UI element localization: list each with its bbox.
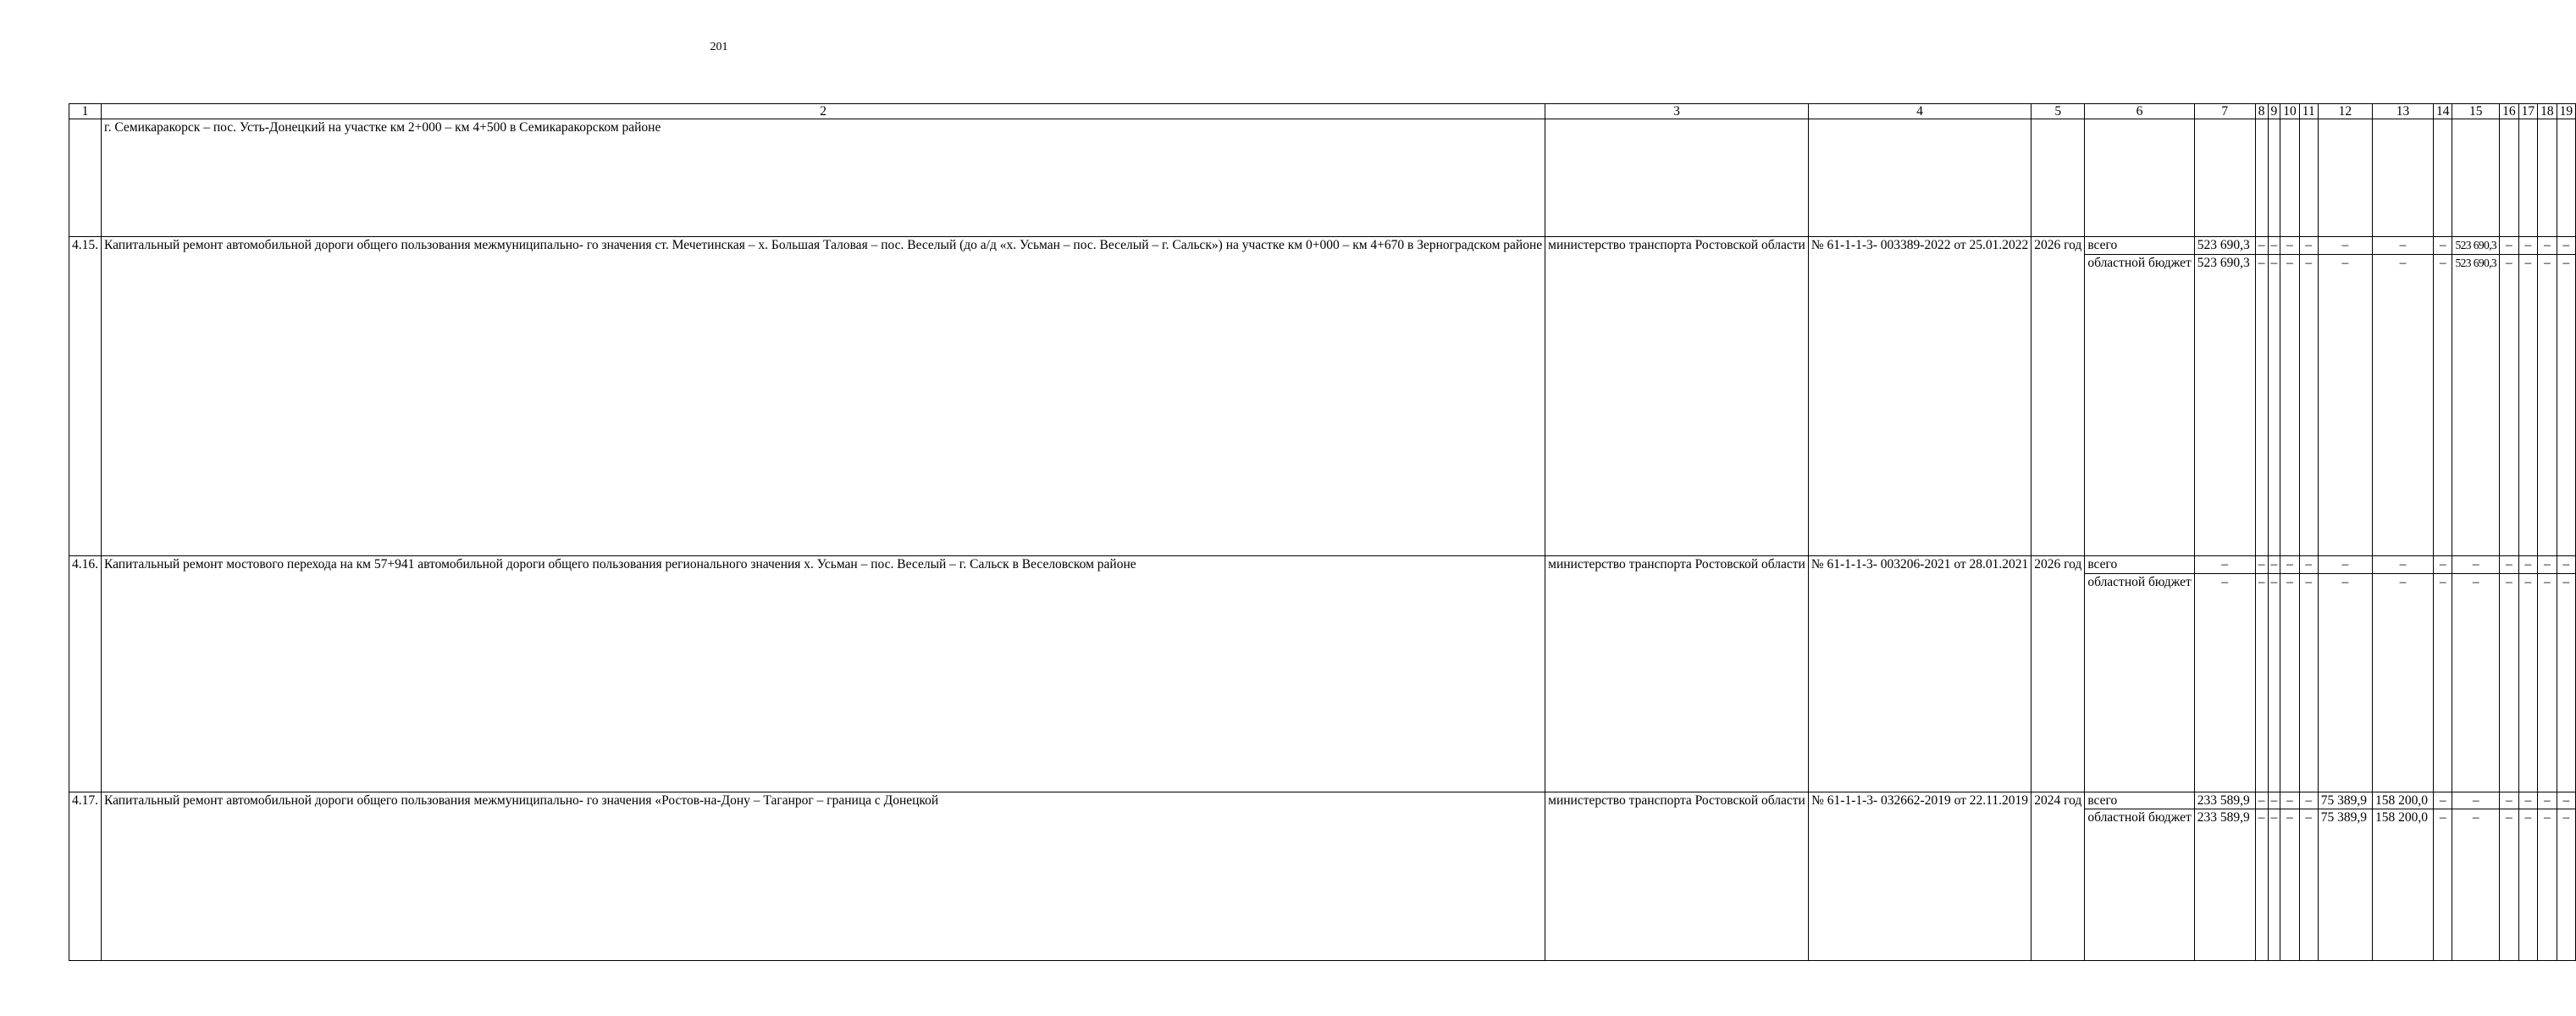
empty-cell bbox=[1545, 119, 1809, 237]
column-number: 16 bbox=[2500, 104, 2519, 119]
amount-cell: – bbox=[2299, 254, 2318, 555]
amount-cell: – bbox=[2299, 573, 2318, 792]
amount-cell: – bbox=[2500, 254, 2519, 555]
column-number-row bbox=[69, 104, 2576, 119]
amount-cell: – bbox=[2299, 792, 2318, 809]
amount-cell: – bbox=[2518, 555, 2538, 573]
table-body bbox=[69, 104, 2576, 961]
year: 2026 год bbox=[2032, 555, 2085, 792]
amount-cell: – bbox=[2299, 555, 2318, 573]
column-number: 10 bbox=[2280, 104, 2300, 119]
amount-cell: – bbox=[2557, 254, 2576, 555]
amount-cell: – bbox=[2500, 809, 2519, 961]
empty-cell bbox=[2518, 119, 2538, 237]
empty-cell bbox=[2194, 119, 2255, 237]
empty-cell bbox=[2318, 119, 2372, 237]
amount-cell: 158 200,0 bbox=[2372, 792, 2433, 809]
amount-cell: – bbox=[2318, 254, 2372, 555]
empty-cell bbox=[2280, 119, 2300, 237]
amount-cell: – bbox=[2557, 237, 2576, 255]
amount-cell: 233 589,9 bbox=[2194, 809, 2255, 961]
amount-cell: – bbox=[2452, 573, 2500, 792]
amount-cell: – bbox=[2557, 792, 2576, 809]
column-number: 6 bbox=[2085, 104, 2194, 119]
amount-cell: 523 690,3 bbox=[2194, 254, 2255, 555]
empty-cell bbox=[2255, 119, 2268, 237]
amount-cell: – bbox=[2372, 573, 2433, 792]
document-number: № 61-1-1-3- 003389-2022 от 25.01.2022 bbox=[1808, 237, 2031, 556]
amount-cell: – bbox=[2518, 809, 2538, 961]
amount-cell: – bbox=[2557, 809, 2576, 961]
amount-cell: – bbox=[2299, 237, 2318, 255]
item-number: 4.16. bbox=[69, 555, 102, 792]
amount-cell: – bbox=[2500, 792, 2519, 809]
object-name: Капитальный ремонт автомобильной дороги общего пользования межмуниципально- го значения ст. Мечетинская – х. Большая Таловая – пос. Веселый (до а/д «х. Усьман – пос. Веселый – г. Сальск») на участке км 0+000 – км 4+670 в Зерноградском районе bbox=[102, 237, 1545, 556]
document-number: № 61-1-1-3- 032662-2019 от 22.11.2019 bbox=[1808, 792, 2031, 961]
column-number: 17 bbox=[2518, 104, 2538, 119]
empty-cell bbox=[2557, 119, 2576, 237]
amount-cell: 523 690,3 bbox=[2452, 254, 2500, 555]
amount-cell: – bbox=[2268, 792, 2280, 809]
amount-cell: 233 589,9 bbox=[2194, 792, 2255, 809]
column-number: 18 bbox=[2538, 104, 2557, 119]
amount-cell: – bbox=[2372, 555, 2433, 573]
amount-cell: – bbox=[2433, 237, 2452, 255]
object-name: г. Семикаракорск – пос. Усть-Донецкий на участке км 2+000 – км 4+500 в Семикаракорском районе bbox=[102, 119, 1545, 237]
item-number: 4.17. bbox=[69, 792, 102, 961]
amount-cell: – bbox=[2500, 237, 2519, 255]
funding-source: областной бюджет bbox=[2085, 254, 2194, 555]
column-number: 4 bbox=[1808, 104, 2031, 119]
amount-cell: – bbox=[2452, 809, 2500, 961]
empty-cell bbox=[2032, 119, 2085, 237]
object-name: Капитальный ремонт автомобильной дороги общего пользования межмуниципально- го значения «Ростов-на-Дону – Таганрог – граница с Донецкой bbox=[102, 792, 1545, 961]
empty-cell bbox=[2268, 119, 2280, 237]
amount-cell: – bbox=[2299, 809, 2318, 961]
column-number: 9 bbox=[2268, 104, 2280, 119]
empty-cell bbox=[2085, 119, 2194, 237]
funding-source: всего bbox=[2085, 555, 2194, 573]
amount-cell: – bbox=[2268, 809, 2280, 961]
amount-cell: – bbox=[2268, 237, 2280, 255]
amount-cell: – bbox=[2280, 573, 2300, 792]
amount-cell: – bbox=[2518, 792, 2538, 809]
object-name: Капитальный ремонт мостового перехода на км 57+941 автомобильной дороги общего пользования регионального значения х. Усьман – пос. Веселый – г. Сальск в Веселовском районе bbox=[102, 555, 1545, 792]
amount-cell: – bbox=[2433, 254, 2452, 555]
executor: министерство транспорта Ростовской области bbox=[1545, 555, 1809, 792]
amount-cell: – bbox=[2433, 555, 2452, 573]
item-number bbox=[69, 119, 102, 237]
funding-source: областной бюджет bbox=[2085, 573, 2194, 792]
amount-cell: – bbox=[2255, 555, 2268, 573]
amount-cell: – bbox=[2255, 573, 2268, 792]
amount-cell: – bbox=[2452, 555, 2500, 573]
amount-cell: – bbox=[2194, 555, 2255, 573]
amount-cell: – bbox=[2557, 573, 2576, 792]
column-number: 13 bbox=[2372, 104, 2433, 119]
amount-cell: – bbox=[2433, 809, 2452, 961]
amount-cell: – bbox=[2280, 254, 2300, 555]
empty-cell bbox=[2299, 119, 2318, 237]
empty-cell bbox=[2433, 119, 2452, 237]
page-number: 201 bbox=[710, 41, 728, 53]
year: 2026 год bbox=[2032, 237, 2085, 556]
column-number: 12 bbox=[2318, 104, 2372, 119]
year: 2024 год bbox=[2032, 792, 2085, 961]
column-number: 11 bbox=[2299, 104, 2318, 119]
amount-cell: – bbox=[2255, 237, 2268, 255]
executor: министерство транспорта Ростовской области bbox=[1545, 792, 1809, 961]
amount-cell: – bbox=[2500, 555, 2519, 573]
empty-cell bbox=[2500, 119, 2519, 237]
amount-cell: – bbox=[2280, 809, 2300, 961]
amount-cell: 523 690,3 bbox=[2452, 237, 2500, 255]
continuation-row bbox=[69, 119, 2576, 237]
amount-cell: – bbox=[2318, 237, 2372, 255]
amount-cell: – bbox=[2255, 809, 2268, 961]
amount-cell: – bbox=[2372, 237, 2433, 255]
column-number: 14 bbox=[2433, 104, 2452, 119]
amount-cell: – bbox=[2268, 254, 2280, 555]
empty-cell bbox=[2538, 119, 2557, 237]
amount-cell: – bbox=[2433, 792, 2452, 809]
amount-cell: – bbox=[2452, 792, 2500, 809]
amount-cell: – bbox=[2538, 555, 2557, 573]
empty-cell bbox=[1808, 119, 2031, 237]
amount-cell: – bbox=[2538, 573, 2557, 792]
program-table bbox=[69, 103, 2576, 961]
item-number: 4.15. bbox=[69, 237, 102, 556]
amount-cell: – bbox=[2538, 237, 2557, 255]
amount-cell: 75 389,9 bbox=[2318, 809, 2372, 961]
amount-cell: – bbox=[2372, 254, 2433, 555]
amount-cell: – bbox=[2280, 555, 2300, 573]
amount-cell: 158 200,0 bbox=[2372, 809, 2433, 961]
amount-cell: – bbox=[2268, 555, 2280, 573]
amount-cell: – bbox=[2318, 573, 2372, 792]
column-number: 7 bbox=[2194, 104, 2255, 119]
document-number: № 61-1-1-3- 003206-2021 от 28.01.2021 bbox=[1808, 555, 2031, 792]
column-number: 8 bbox=[2255, 104, 2268, 119]
amount-cell: – bbox=[2255, 792, 2268, 809]
amount-cell: 75 389,9 bbox=[2318, 792, 2372, 809]
amount-cell: – bbox=[2500, 573, 2519, 792]
amount-cell: – bbox=[2280, 792, 2300, 809]
amount-cell: 523 690,3 bbox=[2194, 237, 2255, 255]
amount-cell: – bbox=[2255, 254, 2268, 555]
empty-cell bbox=[2452, 119, 2500, 237]
amount-cell: – bbox=[2538, 792, 2557, 809]
amount-cell: – bbox=[2538, 809, 2557, 961]
item-total-row bbox=[69, 237, 2576, 255]
amount-cell: – bbox=[2433, 573, 2452, 792]
empty-cell bbox=[2372, 119, 2433, 237]
amount-cell: – bbox=[2557, 555, 2576, 573]
item-total-row bbox=[69, 792, 2576, 809]
item-total-row bbox=[69, 555, 2576, 573]
column-number: 3 bbox=[1545, 104, 1809, 119]
funding-source: всего bbox=[2085, 237, 2194, 255]
funding-source: областной бюджет bbox=[2085, 809, 2194, 961]
column-number: 15 bbox=[2452, 104, 2500, 119]
amount-cell: – bbox=[2194, 573, 2255, 792]
amount-cell: – bbox=[2280, 237, 2300, 255]
column-number: 19 bbox=[2557, 104, 2576, 119]
column-number: 5 bbox=[2032, 104, 2085, 119]
column-number: 2 bbox=[102, 104, 1545, 119]
column-number: 1 bbox=[69, 104, 102, 119]
amount-cell: – bbox=[2518, 254, 2538, 555]
amount-cell: – bbox=[2518, 237, 2538, 255]
amount-cell: – bbox=[2268, 573, 2280, 792]
amount-cell: – bbox=[2518, 573, 2538, 792]
amount-cell: – bbox=[2538, 254, 2557, 555]
amount-cell: – bbox=[2318, 555, 2372, 573]
funding-source: всего bbox=[2085, 792, 2194, 809]
executor: министерство транспорта Ростовской области bbox=[1545, 237, 1809, 556]
